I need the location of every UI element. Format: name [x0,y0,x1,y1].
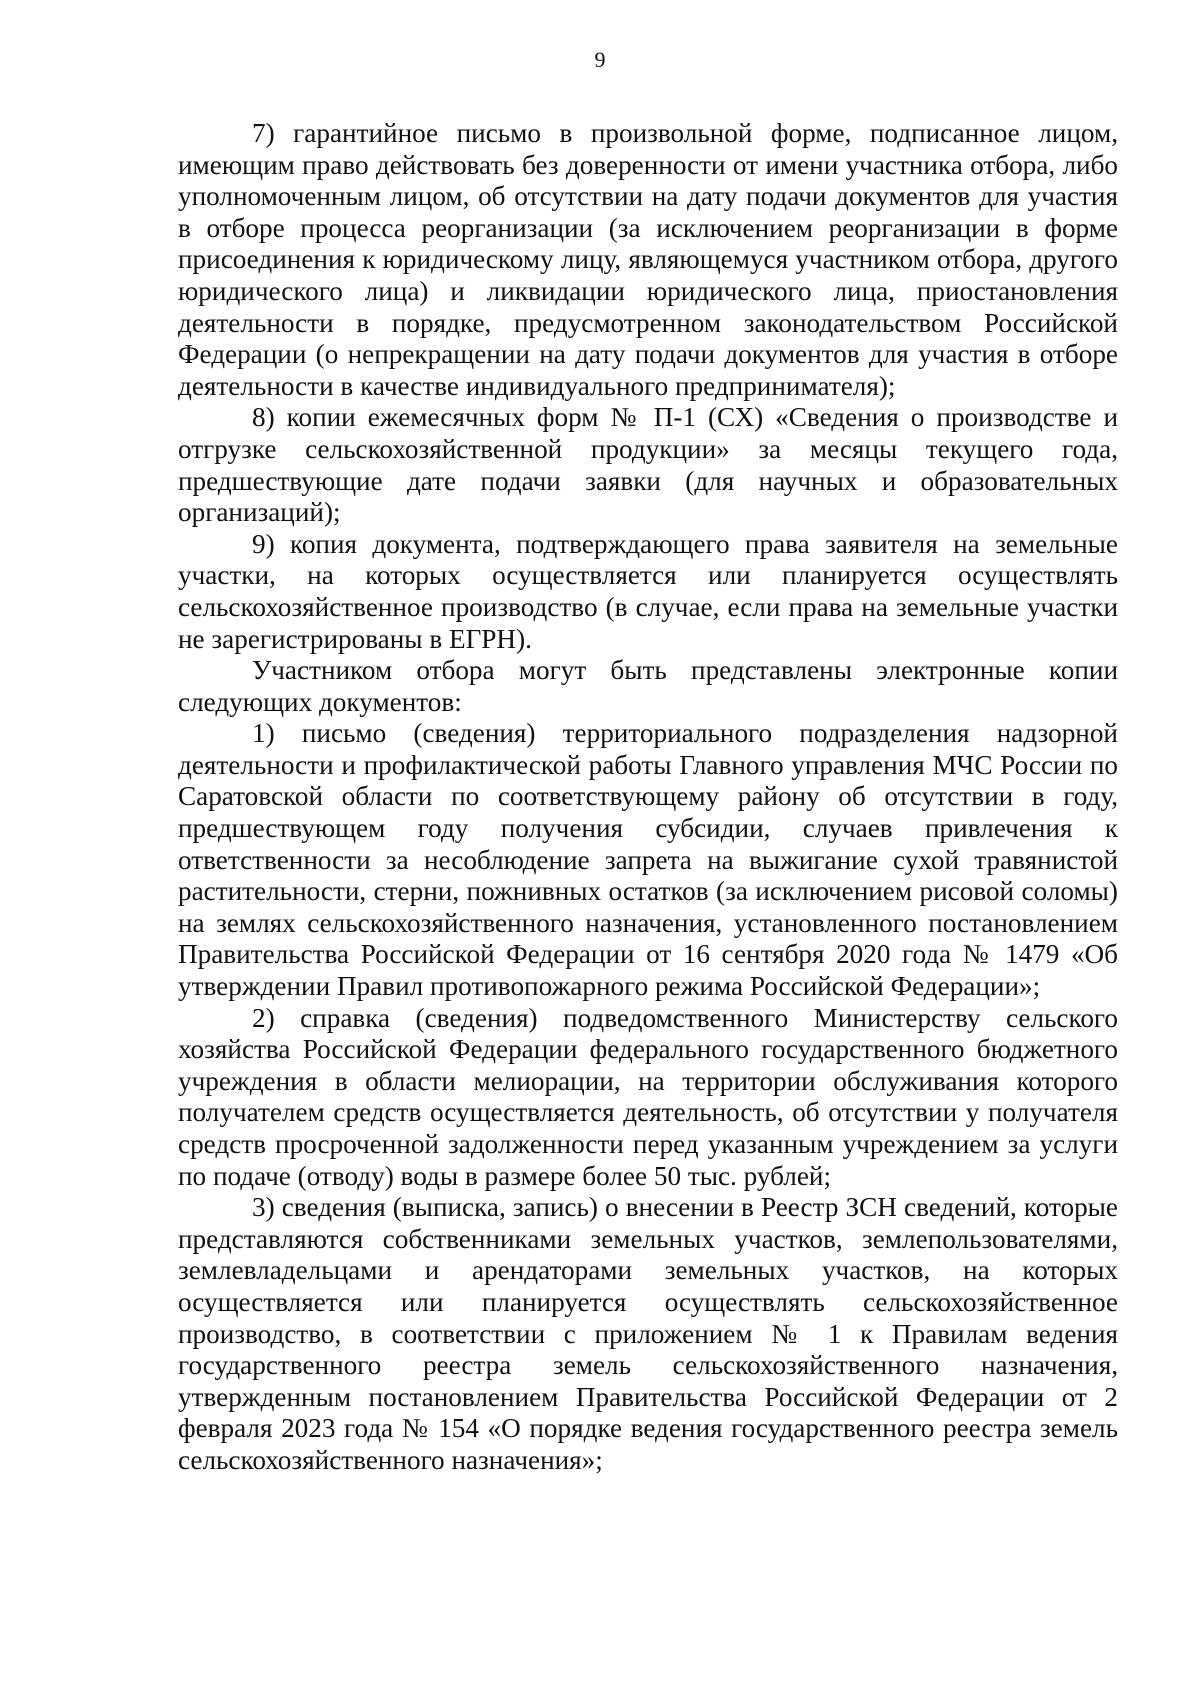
page-number: 9 [594,47,606,72]
document-body [178,118,1118,1477]
paragraph-item-7-guarantee-letter: 7) гарантийное письмо в произвольной форме, подписанное лицом, имеющим право действовать без доверенности от имени участника отбора, либо уполномоченным лицом, об отсутствии на дату подачи документов для участия в отборе процесса реорганизации (за исключением реорганизации в форме присоединения к юридическому лицу, являющемуся участником отбора, другого юридического лица) и ликвидации юридического лица, приостановления деятельности в порядке, предусмотренном законодательством Российской Федерации (о непрекращении на дату подачи документов для участия в отборе деятельности в качестве индивидуального предпринимателя); [178,118,1118,401]
paragraph-item-1-fire-letter: 1) письмо (сведения) территориального подразделения надзорной деятельности и профилактической работы Главного управления МЧС России по Саратовской области по соответствующему району об отсутствии в году, предшествующем году получения субсидии, случаев привлечения к ответственности за несоблюдение запрета на выжигание сухой травянистой растительности, стерни, пожнивных остатков (за исключением рисовой соломы) на землях сельскохозяйственного назначения, установленного постановлением Правительства Российской Федерации от 16 сентября 2020 года № 1479 «Об утверждении Правил противопожарного режима Российской Федерации»; [178,718,1118,1002]
paragraph-electronic-copies-intro: Участником отбора могут быть представлены электронные копии следующих документов: [178,655,1118,717]
paragraph-item-8-p1-forms: 8) копии ежемесячных форм № П-1 (СХ) «Сведения о производстве и отгрузке сельскохозяйственной продукции» за месяцы текущего года, предшествующие дате подачи заявки (для научных и образовательных организаций); [178,402,1118,528]
paragraph-item-9-land-rights: 9) копия документа, подтверждающего права заявителя на земельные участки, на которых осуществляется или планируется осуществлять сельскохозяйственное производство (в случае, если права на земельные участки не зарегистрированы в ЕГРН). [178,528,1118,654]
paragraph-item-3-registry-record: 3) сведения (выписка, запись) о внесении в Реестр ЗСН сведений, которые представляются собственниками земельных участков, землепользователями, землевладельцами и арендаторами земельных участков, на которых осуществляется или планируется осуществлять сельскохозяйственное производство, в соответствии с приложением № 1 к Правилам ведения государственного реестра земель сельскохозяйственного назначения, утвержденным постановлением Правительства Российской Федерации от 2 февраля 2023 года № 154 «О порядке ведения государственного реестра земель сельскохозяйственного назначения»; [178,1192,1118,1475]
paragraph-item-2-melioration-certificate: 2) справка (сведения) подведомственного Министерству сельского хозяйства Российской Федерации федерального государственного бюджетного учреждения в области мелиорации, на территории обслуживания которого получателем средств осуществляется деятельность, об отсутствии у получателя средств просроченной задолженности перед указанным учреждением за услуги по подаче (отводу) воды в размере более 50 тыс. рублей; [178,1002,1118,1191]
